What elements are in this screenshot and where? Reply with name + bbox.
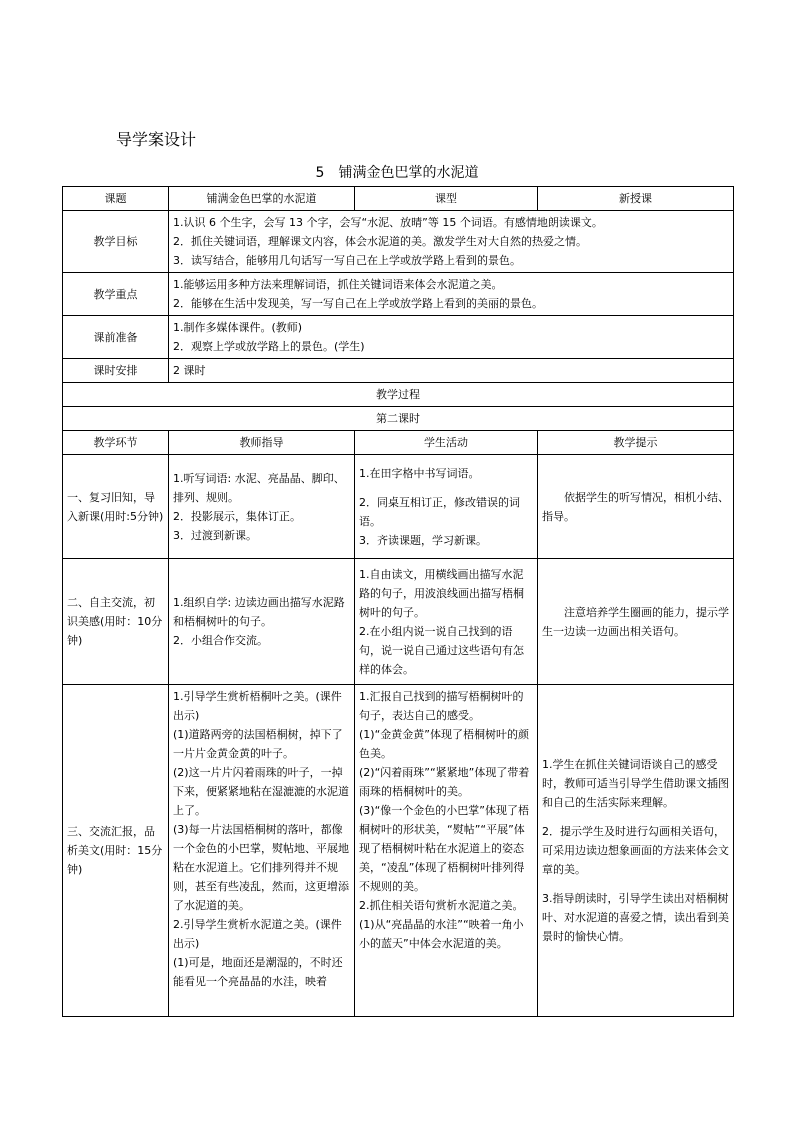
student-item: (1)“金黄金黄”体现了梧桐树叶的颜色美。: [359, 728, 529, 760]
objective-item: 1.认识 6 个生字，会写 13 个字，会写“水泥、放晴”等 15 个词语。有感情地朗读课文。: [173, 216, 603, 229]
column-header: 教学环节: [63, 431, 169, 455]
session-title-row: [63, 407, 734, 431]
lesson-plan-table: [62, 186, 734, 1017]
document-title: 导学案设计: [116, 130, 197, 149]
preparation-content: [169, 316, 734, 359]
teacher-item: 2.引导学生赏析水泥道之美。(课件出示): [173, 918, 342, 950]
student-item: (1)从“亮晶晶的水洼”“映着一角小小的蓝天”中体会水泥道的美。: [359, 918, 524, 950]
teacher-item: 1.引导学生赏析梧桐叶之美。(课件出示): [173, 690, 342, 722]
student-item: 1.在田字格中书写词语。: [359, 466, 480, 480]
teacher-guidance: [169, 559, 355, 685]
teacher-item: (2)这一片片闪着雨珠的叶子，一掉下来，便紧紧地粘在湿漉漉的水泥道上了。: [173, 766, 349, 817]
teacher-guidance: [169, 455, 355, 559]
preparation-item: 1.制作多媒体课件。(教师): [173, 321, 303, 334]
lesson-type-label: 课型: [355, 187, 538, 211]
teaching-tip: 2．提示学生及时进行勾画相关语句，可采用边读边想象画面的方法来体会文章的美。: [542, 825, 729, 876]
stage-row: [63, 455, 734, 559]
lesson-title: 5 铺满金色巴掌的水泥道: [315, 165, 479, 181]
objective-item: 2．抓住关键词语，理解课文内容，体会水泥道的美。激发学生对大自然的热爱之情。: [173, 235, 587, 248]
student-item: 2.在小组内说一说自己找到的语句，说一说自己通过这些语句有怎样的体会。: [359, 624, 524, 676]
schedule-row: [63, 359, 734, 383]
student-item: (2)“闪着雨珠”“紧紧地”体现了带着雨珠的梧桐树叶的美。: [359, 766, 530, 798]
key-points-row: [63, 273, 734, 316]
preparation-label: 课前准备: [63, 316, 169, 359]
teacher-item: 1.组织自学: 边读边画出描写水泥路和梧桐树叶的句子。: [173, 596, 345, 628]
teacher-item: (1)可是，地面还是潮湿的，不时还能看见一个亮晶晶的水洼，映着: [173, 956, 343, 988]
process-title: 教学过程: [63, 383, 734, 407]
stage-name: 二、自主交流，初识美感(用时：10分钟): [63, 559, 169, 685]
schedule-label: 课时安排: [63, 359, 169, 383]
teaching-tip: 1.学生在抓住关键词语谈自己的感受时，教师可适当引导学生借助课文插图和自己的生活实际来理解。: [542, 758, 729, 809]
column-header: 教学提示: [538, 431, 734, 455]
header-row: [63, 187, 734, 211]
student-item: 1.汇报自己找到的描写梧桐树叶的句子，表达自己的感受。: [359, 690, 524, 722]
objective-item: 3．读写结合，能够用几句话写一写自己在上学或放学路上看到的景色。: [173, 254, 521, 267]
stage-row: [63, 685, 734, 1017]
student-activity: [355, 685, 538, 1017]
teaching-tip: 3.指导朗读时，引导学生读出对梧桐树叶、对水泥道的喜爱之情，读出看到美景时的愉快心情。: [542, 892, 729, 943]
schedule-value: 2 课时: [169, 359, 734, 383]
key-points-content: [169, 273, 734, 316]
teaching-tip: 注意培养学生圈画的能力，提示学生一边读一边画出相关语句。: [538, 559, 734, 685]
subject-label: 课题: [63, 187, 169, 211]
student-item: (3)“像一个金色的小巴掌”体现了梧桐树叶的形状美，“熨帖”“平展”体现了梧桐树叶粘在水泥道上的姿态美，“凌乱”体现了梧桐树叶排列得不规则的美。: [359, 804, 529, 893]
column-header-row: [63, 431, 734, 455]
teaching-tip: 依据学生的听写情况，相机小结、指导。: [538, 455, 734, 559]
teacher-item: 1.听写词语: 水泥、亮晶晶、脚印、排列、规则。: [173, 471, 345, 504]
key-points-label: 教学重点: [63, 273, 169, 316]
objectives-label: 教学目标: [63, 211, 169, 273]
preparation-row: [63, 316, 734, 359]
stage-row: [63, 559, 734, 685]
student-activity: [355, 455, 538, 559]
column-header: 教师指导: [169, 431, 355, 455]
process-title-row: [63, 383, 734, 407]
student-item: 2.抓住相关语句赏析水泥道之美。: [359, 899, 524, 912]
teaching-tip-cell: [538, 685, 734, 1017]
stage-name: 三、交流汇报，品析美文(用时：15分钟): [63, 685, 169, 1017]
key-point-item: 1.能够运用多种方法来理解词语，抓住关键词语来体会水泥道之美。: [173, 278, 503, 291]
stage-name: 一、复习旧知，导入新课(用时:5分钟): [63, 455, 169, 559]
objectives-row: [63, 211, 734, 273]
objectives-content: [169, 211, 734, 273]
teacher-item: 2．投影展示，集体订正。: [173, 509, 301, 523]
student-item: 3．齐读课题，学习新课。: [359, 533, 487, 547]
preparation-item: 2．观察上学或放学路上的景色。(学生): [173, 340, 365, 353]
teacher-item: 2．小组合作交流。: [173, 634, 268, 647]
teacher-item: (1)道路两旁的法国梧桐树，掉下了一片片金黄金黄的叶子。: [173, 728, 343, 760]
teacher-guidance: [169, 685, 355, 1017]
key-point-item: 2．能够在生活中发现美，写一写自己在上学或放学路上看到的美丽的景色。: [173, 297, 543, 310]
session-title: 第二课时: [63, 407, 734, 431]
column-header: 学生活动: [355, 431, 538, 455]
teacher-item: (3)每一片法国梧桐树的落叶，都像一个金色的小巴掌，熨帖地、平展地粘在水泥道上。它们排列得并不规则，甚至有些凌乱，然而，这更增添了水泥道的美。: [173, 823, 349, 912]
teacher-item: 3．过渡到新课。: [173, 528, 257, 542]
student-activity: [355, 559, 538, 685]
subject-value: 铺满金色巴掌的水泥道: [169, 187, 355, 211]
student-item: 1.自由读文，用横线画出描写水泥路的句子，用波浪线画出描写梧桐树叶的句子。: [359, 567, 524, 619]
student-item: 2．同桌互相订正，修改错误的词语。: [359, 495, 520, 528]
lesson-type-value: 新授课: [538, 187, 734, 211]
